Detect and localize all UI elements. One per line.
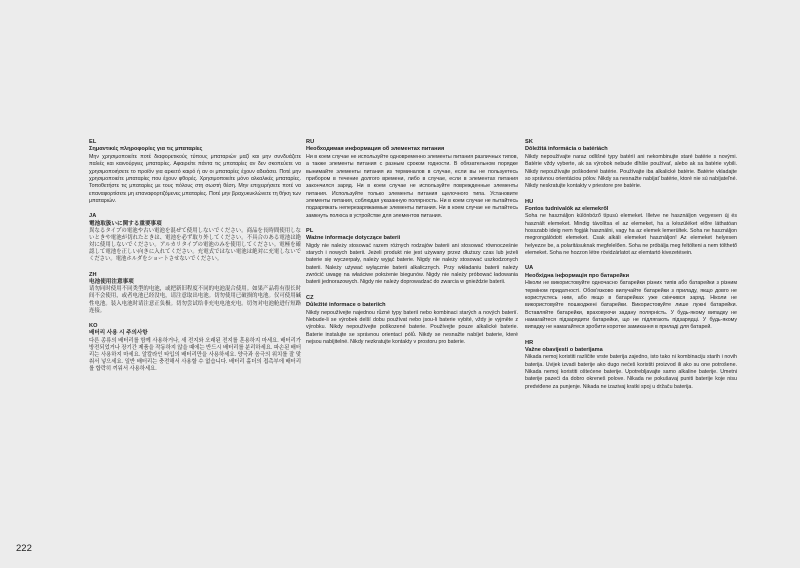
- section-el: [89, 139, 301, 205]
- page-number: 222: [16, 543, 32, 554]
- section-heading: Ważne informacje dotyczące baterii: [306, 235, 401, 242]
- section-heading: Необходимая информация об элементах питания: [306, 146, 445, 153]
- section-heading: 배터리 사용 시 주의사항: [89, 330, 148, 337]
- section-body: Soha ne használjon különböző típusú elemeket. Illetve ne használjon vegyesen új és használt elemeket. Mindig távolítsa el az elemeket, ha a készüléket előre láthatóan hosszabb ideig nem fogják használni, vagy ha az elemek lemerültek. Soha ne használjon megrongálódott elemeket. Csak alkáli elemeket használjon! Az elemeket helyesen helyezze be, a polaritásuknak megfelelően. Soha ne próbálja meg feltölteni a nem tölthető elemeket. Soha ne hozzon létre rövidzárlatot az elemtartó kivezetésein.: [525, 213, 737, 257]
- section-heading: Důležité informace o bateriích: [306, 302, 386, 309]
- section-ru: [306, 139, 518, 220]
- section-ua: [525, 265, 737, 331]
- section-pl: [306, 228, 518, 287]
- section-body: 请勿同时使用不同类型的电池，或把新旧程度不同的电池混合使用。如果产品将有很长时间不会使用，或者电池已经没电，请注意取出电池。切勿使用已破损的电池。仅可使用碱性电池。装入电池时请注意正负极。切勿尝试给非充电电池充电。切勿对电池舱进行短路连接。: [89, 286, 301, 314]
- language-code: UA: [525, 265, 534, 272]
- section-heading: Σημαντικές πληροφορίες για τις μπαταρίες: [89, 146, 203, 153]
- language-code: EL: [89, 139, 97, 145]
- column-middle: [306, 139, 518, 354]
- section-heading: 電池取扱いに関する重要事項: [89, 220, 162, 227]
- section-sk: [525, 139, 737, 191]
- section-heading: Dôležitá informácia o batériách: [525, 146, 608, 153]
- section-body: Nikdy nepoužívajte naraz odlišné typy batérií ani nekombinujte staré batérie s novými. Batérie vždy vyberte, ak sa výrobok nebude dlhšie používať, alebo ak sa batérie vybili. Nikdy nepoužívajte poškodené batérie. Používajte iba alkalické batérie. Batérie vkladajte so správnou orientáciou pólov. Nikdy sa nesnažte nabíjať batérie, ktoré nie sú nabíjateľné. Nikdy neskratujte kontakty v priestore pre batérie.: [525, 153, 737, 190]
- section-heading: Fontos tudnivalók az elemekről: [525, 205, 609, 212]
- section-zh: [89, 272, 301, 315]
- section-body: Nikdy nepoužívejte najednou různé typy baterií nebo kombinaci starých a nových baterií. Nebude-li se výrobek delší dobu používat nebo jsou-li baterie vybité, vždy je vyjměte z výrobku. Nikdy nepoužívejte poškozené baterie. Používejte pouze alkalické baterie. Baterie instalujte se správnou orientací pólů. Nikdy se nesnažte nabíjet baterie, které nejsou nabíjitelné. Nikdy nezkratujte kontakty v prostoru pro baterie.: [306, 309, 518, 345]
- language-code: CZ: [306, 294, 314, 301]
- section-body: Ни в коем случае не используйте одновременно элементы питания различных типов, а также элементы питания с разным сроком годности. В обязательном порядке вынимайте элементы питания из терминалов в случае, если вы не пользуетесь прибором в течение долгого времени, либо в случае, если в элементах питания закончился заряд. Ни в коем случае не используйте поврежденные элементы питания. Используйте только элементы питания щелочного типа. Установите элементы питания, соблюдая указанную полярность. Ни в коем случае не пытайтесь подзаряжать неперезаряжаемые элементы питания. Ни в коем случае не пытайтесь замкнуть полюса в устройстве для элементов питания.: [306, 153, 518, 219]
- section-body: Nigdy nie należy stosować razem różnych rodzajów baterii ani stosować równocześnie starych i nowych baterii. Jeżeli produkt nie jest używany przez dłuższy czas lub jeżeli baterie się wyczerpały, należy wyjąć baterie. Nigdy nie należy stosować uszkodzonych baterii. Należy używać wyłącznie baterii alkalicznych. Przy wkładaniu baterii należy zwrócić uwagę na właściwe położenie biegunów. Nigdy nie należy próbować ładowania baterii jednorazowych. Nigdy nie należy doprowadzać do zwarcia w gnieździe baterii.: [306, 242, 518, 286]
- language-code: KO: [89, 322, 98, 329]
- section-body: Nikada nemoj koristiti različite vrste baterija zajedno, isto tako ni kombinaciju starih i novih baterija. Uvijek izvadi baterije ako dugo nećeš koristiti proizvod ili ako su one potrošene. Nikada nemoj koristiti oštećene baterije. Upotrebljavajte samo alkaline baterije. Umetni baterije pazeći da dobro okreneš polove. Nikada ne pokušavaj puniti baterije koje nisu predviđene za punjenje. Nikada ne izazivaj kratki spoj u držaču baterija.: [525, 354, 737, 390]
- section-hr: [525, 340, 737, 392]
- language-code: SK: [525, 139, 533, 145]
- section-heading: Необхідна інформація про батарейки: [525, 272, 630, 279]
- section-body: Ніколи не використовуйте одночасно батарейки різних типів або батарейки з різним терміном придатності. Обов'язково вилучайте батарейки з приладу, якщо довго не користуєтесь ним, або якщо в батарейках уже скінчився заряд. Ніколи не використовуйте пошкоджені батарейки. Використовуйте лише лужні батарейки. Вставляйте батарейки, враховуючи задану полярність. У будь-якому випадку не намагайтеся підзарядити батарейки, що не підлягають підзарядці. У будь-якому випадку не намагайтеся зробити коротке замикання в приладі для батарей.: [525, 280, 737, 331]
- section-body: 異なるタイプの電池や古い電池を混ぜて使用しないでください。商品を長時間使用しないときや電池が切れたときは、電池を必ず取り外してください。不具合のある電池は絶対に使用しないでください。アルカリタイプの電池のみを使用してください。電極を確認して電池を正しい向きに入れてください。充電式ではない電池は絶対に充電しないでください。電池ホルダをショートさせないでください。: [89, 228, 301, 263]
- section-body: 다른 종류의 배터리를 함께 사용하거나, 새 전지와 오래된 전지를 혼용하지 마세요. 배터리가 방전되었거나 장기간 제품을 작동하지 않을 때에는 반드시 배터리를 분리하세요. 파손된 배터리는 사용하지 마세요. 알칼라인 타입의 배터리만을 사용하세요. 양극과 음극의 위치를 잘 맞춰서 넣으세요. 일반 배터리는 충전해서 사용할 수 없습니다. 배터리 홀더의 접촉부에 배터리를 합락히 끼워서 사용하세요.: [89, 337, 301, 372]
- language-code: HR: [525, 339, 534, 346]
- section-heading: Važne obavijesti o baterijama: [525, 347, 603, 354]
- section-ko: [89, 323, 301, 373]
- column-left: [89, 139, 301, 381]
- language-code: JA: [89, 213, 97, 220]
- section-heading: 电池使用注意事项: [89, 278, 134, 285]
- section-body: Μην χρησιμοποιείτε ποτέ διαφορετικούς τύπους μπαταριών μαζί και μην συνδυάζετε παλιές και καινούργιες μπαταρίες. Αφαιρείτε πάντα τις μπαταρίες αν δεν σκοπεύετε να χρησιμοποιήσετε το προϊόν για αρκετό καιρό ή αν οι μπαταρίες έχουν αδειάσει. Ποτέ μην χρησιμοποιείτε μπαταρίες που έχουν φθορές. Χρησιμοποιείτε μόνο αλκαλικές μπαταρίες. Τοποθετήστε τις μπαταρίες με τους πόλους στη σωστή θέση. Μην επιχειρήσετε ποτέ να επαναφορτίσετε μη επαναφορτιζόμενες μπαταρίες. Ποτέ μην βραχυκυκλώνετε τη θήκη των μπαταριών.: [89, 153, 301, 204]
- section-cz: [306, 295, 518, 347]
- section-ja: [89, 213, 301, 263]
- language-code: RU: [306, 139, 315, 145]
- language-code: PL: [306, 227, 314, 234]
- column-right: [525, 139, 737, 399]
- language-code: HU: [525, 198, 534, 205]
- language-code: ZH: [89, 271, 97, 278]
- section-hu: [525, 199, 737, 258]
